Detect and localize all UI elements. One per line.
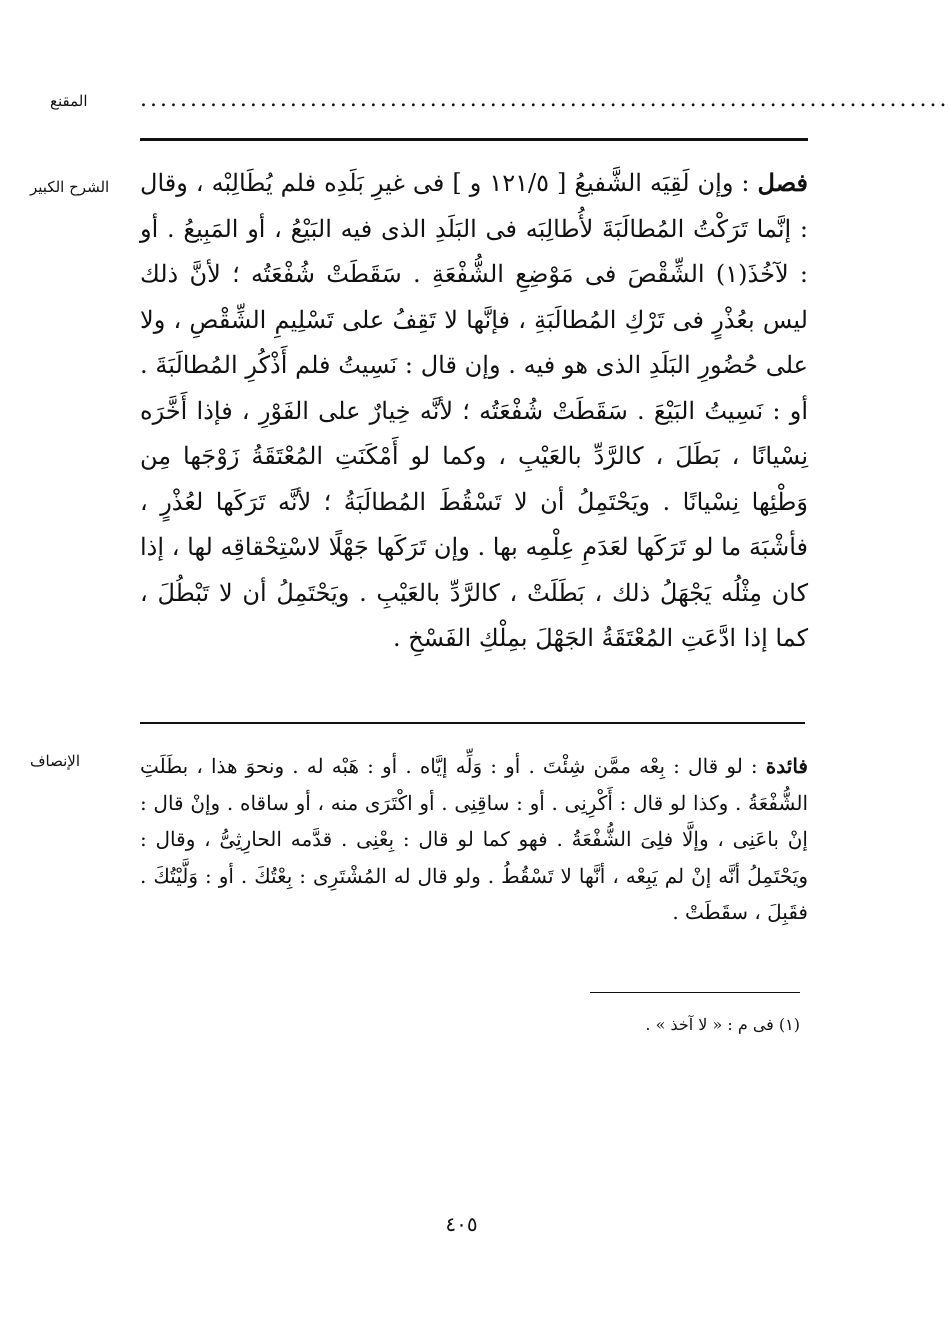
insaf-text: : لو قال : بِعْه ممَّن شِئْتَ . أو : وَلِّه إيَّاه . أو : هَبْه له . ونحوَ هذا ، بطَلَتِ الشُّفْعَةُ . وكذا لو قال : أَكْرِنِى . أو : ساقِنِى . أو اكْتَرَى منه ، أو ساقاه . وإنْ قال : إنْ باعَنِى ، وإلَّا فلِىَ الشُّفْعَةُ . فهو كما لو قال : بِعْنِى . قدَّمه الحارِثِىُّ ، وقال : ويَحْتَمِلُ أنَّه إنْ لم يَبِعْه ، أنَّها لا تَسْقُطُ . ولو قال له المُشْتَرِى : بِعْتُكَ . أو : وَلَّيْتُكَ . فقَبِلَ ، سقَطَتْ .	[140, 754, 808, 924]
main-paragraph	[140, 160, 808, 662]
side-label-insaf: الإنصاف	[30, 752, 81, 770]
section-rule	[140, 722, 805, 724]
footnote: (١) فى م : « لا آخذ » .	[645, 1015, 800, 1034]
dotted-separator: .................................................................................	[140, 87, 949, 112]
header-rule	[140, 138, 808, 141]
page-number: ٤٠٥	[445, 1212, 478, 1236]
footnote-rule	[590, 992, 800, 993]
main-text: : وإن لَقِيَه الشَّفيعُ [ ١٢١/٥ و ] فى غيرِ بَلَدِه فلم يُطَالِبْه ، وقال : إنَّما تَرَكْتُ المُطالَبَةَ لأُطالِبَه فى البَلَدِ الذى فيه البَيْعُ ، أو المَبِيعُ . أو : لآخُذَ(١) الشِّقْصَ فى مَوْضِعِ الشُّفْعَةِ . سَقَطَتْ شُفْعَتُه ؛ لأنَّ ذلك ليس بعُذْرٍ فى تَرْكِ المُطالَبَةِ ، فإنَّها لا تَقِفُ على تَسْلِيمِ الشِّقْصِ ، ولا على حُضُورِ البَلَدِ الذى هو فيه . وإن قال : نَسِيتُ فلم أَذْكُرِ المُطالَبَةَ . أو : نَسِيتُ البَيْعَ . سَقَطَتْ شُفْعَتُه ؛ لأنَّه خِيارٌ على الفَوْرِ ، فإذا أَخَّرَه نِسْيانًا ، بَطَلَ ، كالرَّدِّ بالعَيْبِ ، وكما لو أَمْكَنَتِ المُعْتَقَةُ زَوْجَها مِن وَطْئِها نِسْيانًا . ويَحْتَمِلُ أن لا تَسْقُطَ المُطالَبَةُ ؛ لأنَّه تَرَكَها لعُذْرٍ ، فأشْبَهَ ما لو تَرَكَها لعَدَمِ عِلْمِه بها . وإن تَرَكَها جَهْلًا لاسْتِحْقاقِه لها ، إذا كان مِثْلُه يَجْهَلُ ذلك ، بَطَلَتْ ، كالرَّدِّ بالعَيْبِ . ويَحْتَمِلُ أن لا تَبْطُلَ ، كما إذا ادَّعَتِ المُعْتَقَةُ الجَهْلَ بمِلْكِ الفَسْخِ .	[140, 169, 808, 652]
insaf-heading: فائدة	[765, 754, 808, 778]
book-title-header: المقنع	[50, 92, 88, 110]
insaf-paragraph	[140, 748, 808, 931]
main-commentary	[140, 160, 808, 662]
section-heading: فصل	[757, 168, 808, 197]
insaf-commentary	[140, 748, 808, 931]
side-label-sharh: الشرح الكبير	[30, 178, 110, 196]
